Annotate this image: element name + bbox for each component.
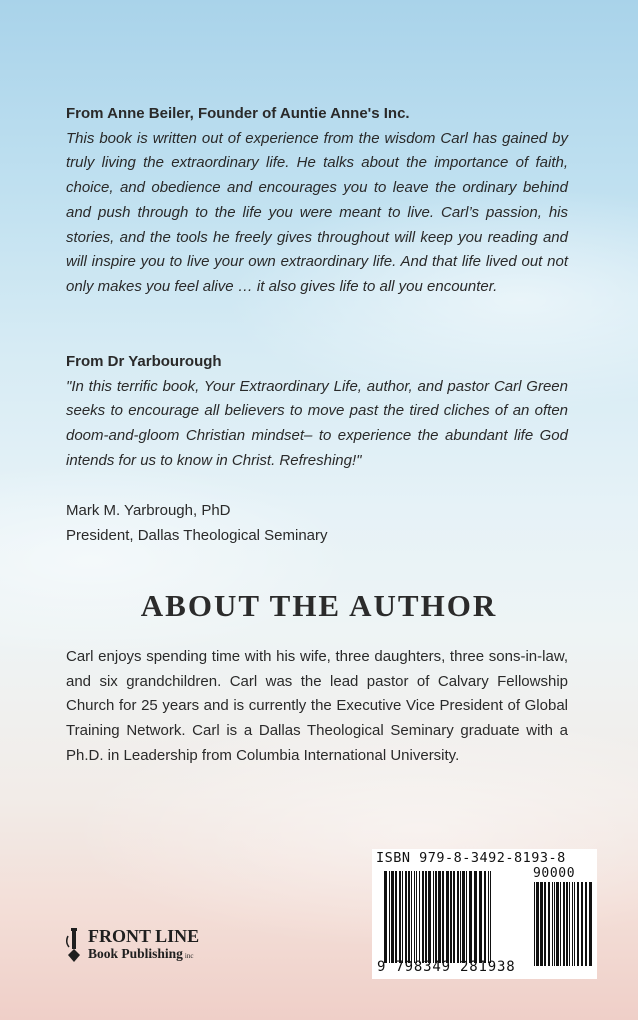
barcode-bar bbox=[416, 871, 417, 963]
barcode-bar bbox=[566, 882, 568, 966]
ean-digits: 9 798349 281938 bbox=[377, 959, 516, 975]
barcode-bar bbox=[474, 871, 477, 963]
barcode-bar bbox=[589, 882, 592, 966]
barcode-bar bbox=[585, 882, 587, 966]
barcode-bar bbox=[411, 871, 412, 963]
price-addon-digits: 90000 bbox=[533, 866, 576, 881]
barcode-bar bbox=[490, 871, 491, 963]
barcode-bar bbox=[488, 871, 489, 963]
endorsement-anne-beiler bbox=[66, 102, 568, 300]
isbn-label: ISBN 979-8-3492-8193-8 bbox=[376, 850, 566, 866]
addon-barcode-bars bbox=[534, 882, 592, 966]
barcode-bar bbox=[453, 871, 455, 963]
barcode-bar bbox=[389, 871, 390, 963]
barcode-bar bbox=[554, 882, 555, 966]
barcode-bar bbox=[438, 871, 441, 963]
barcode-bar bbox=[534, 882, 535, 966]
barcode-bar bbox=[484, 871, 486, 963]
ean-barcode-bars bbox=[384, 871, 494, 963]
barcode-bar bbox=[460, 871, 461, 963]
barcode-bar bbox=[574, 882, 575, 966]
barcode-bar bbox=[399, 871, 401, 963]
about-author-title: ABOUT THE AUTHOR bbox=[140, 588, 498, 623]
publisher-name: FRONT LINE bbox=[88, 926, 200, 946]
barcode-bar bbox=[556, 882, 559, 966]
barcode-bar bbox=[405, 871, 407, 963]
barcode-bar bbox=[446, 871, 449, 963]
barcode-bar bbox=[402, 871, 403, 963]
barcode-bar bbox=[540, 882, 543, 966]
publisher-subtitle bbox=[88, 946, 193, 962]
publisher-suffix: inc bbox=[184, 952, 194, 960]
barcode-bar bbox=[414, 871, 415, 963]
barcode-bar bbox=[548, 882, 550, 966]
endorsement-heading: From Anne Beiler, Founder of Auntie Anne's Inc. bbox=[66, 105, 410, 122]
barcode-bar bbox=[408, 871, 410, 963]
barcode-bar bbox=[560, 882, 561, 966]
barcode-bar bbox=[536, 882, 539, 966]
barcode-bar bbox=[384, 871, 387, 963]
endorsement-quote: This book is written out of experience from the wisdom Carl has gained by truly living the extraordinary life. He talks about the importance of faith, choice, and obedience and encourages you to leave the ordinary behind and push through to the life you were meant to live. Carl’s passion, his stories, and the tools he freely gives throughout will keep you reading and will inspire you to live your own extraordinary life. And that life lived out not only makes you feel alive … it also gives life to all you encounter. bbox=[66, 129, 568, 295]
publisher-subtitle-text: Book Publishing bbox=[88, 946, 183, 961]
endorser-title: President, Dallas Theological Seminary bbox=[66, 526, 328, 544]
barcode-bar bbox=[395, 871, 397, 963]
barcode-bar bbox=[479, 871, 482, 963]
barcode-bar bbox=[435, 871, 437, 963]
pen-nib-icon bbox=[66, 928, 82, 962]
barcode-bar bbox=[433, 871, 434, 963]
isbn-barcode bbox=[372, 849, 597, 979]
barcode-bar bbox=[466, 871, 467, 963]
publisher-logo bbox=[66, 926, 226, 966]
barcode-bar bbox=[544, 882, 546, 966]
barcode-bar bbox=[462, 871, 465, 963]
barcode-bar bbox=[428, 871, 431, 963]
barcode-bar bbox=[442, 871, 444, 963]
barcode-bar bbox=[577, 882, 579, 966]
endorsement-heading: From Dr Yarbourough bbox=[66, 353, 222, 370]
barcode-bar bbox=[572, 882, 573, 966]
endorsement-yarbrough bbox=[66, 350, 568, 474]
author-bio: Carl enjoys spending time with his wife, three daughters, three sons-in-law, and six grandchildren. Carl was the lead pastor of Calvary Fellowship Church for 25 years and is currently the Executive Vice President of Global Training Network. Carl is a Dallas Theological Seminary graduate with a Ph.D. in Leadership from Columbia International University. bbox=[66, 648, 568, 764]
barcode-bar bbox=[581, 882, 583, 966]
barcode-bar bbox=[569, 882, 570, 966]
barcode-bar bbox=[422, 871, 424, 963]
endorser-signature bbox=[66, 499, 568, 548]
endorsement-quote: "In this terrific book, Your Extraordinary Life, author, and pastor Carl Green seeks to encourage all believers to move past the tired cliches of an often doom-and-gloom Christian mindset– to experience the abundant life God intends for us to know in Christ. Refreshing!" bbox=[66, 377, 568, 469]
barcode-bar bbox=[425, 871, 427, 963]
barcode-bar bbox=[391, 871, 394, 963]
barcode-bar bbox=[552, 882, 553, 966]
endorser-name: Mark M. Yarbrough, PhD bbox=[66, 502, 231, 519]
barcode-bar bbox=[450, 871, 452, 963]
barcode-bar bbox=[469, 871, 472, 963]
barcode-bar bbox=[563, 882, 565, 966]
barcode-bar bbox=[419, 871, 420, 963]
barcode-bar bbox=[457, 871, 459, 963]
